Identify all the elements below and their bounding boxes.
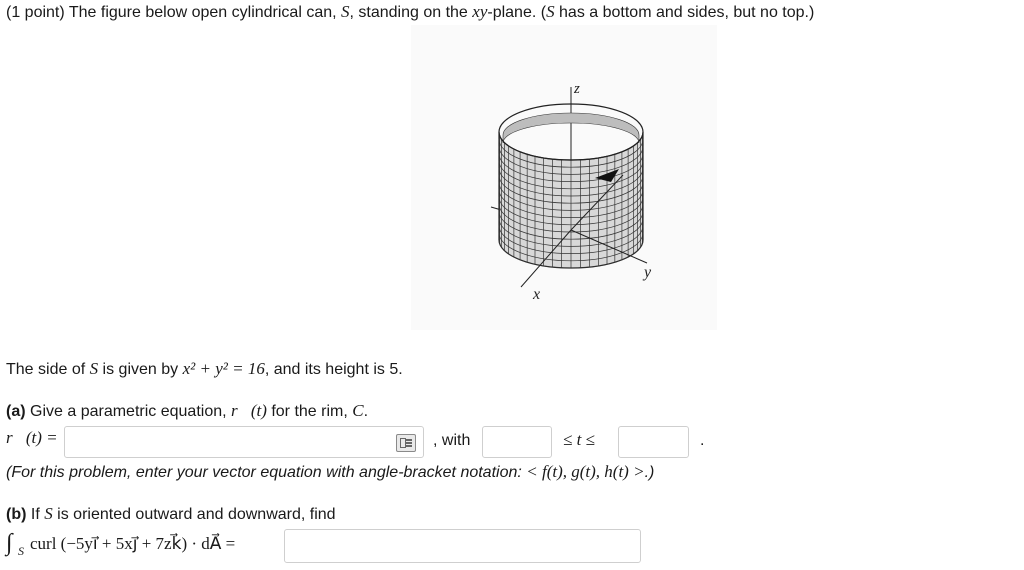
equation-editor-icon[interactable] bbox=[396, 434, 416, 452]
t-max-input[interactable] bbox=[618, 426, 689, 458]
cylinder-figure bbox=[411, 25, 717, 330]
t-min-input[interactable] bbox=[482, 426, 552, 458]
axis-y-label: y bbox=[644, 264, 652, 281]
part-b-answer-row bbox=[0, 528, 1024, 564]
flux-answer-input[interactable] bbox=[284, 529, 641, 563]
cylinder-plot bbox=[411, 25, 717, 330]
with-label: , with bbox=[433, 432, 471, 449]
end-period: . bbox=[700, 432, 705, 449]
curl-expression: curl (−5yi⃗ + 5xj⃗ + 7zk⃗) · dA⃗ = bbox=[30, 534, 236, 553]
integral-subscript: S bbox=[18, 544, 24, 558]
part-a-label: (a) bbox=[6, 403, 26, 420]
part-a-answer-row bbox=[0, 426, 1024, 460]
axis-x-label: x bbox=[533, 286, 541, 303]
r-vector-input[interactable] bbox=[64, 426, 424, 458]
points-label: (1 point) bbox=[6, 4, 65, 21]
part-b-prompt: (b) If S is oriented outward and downward, find bbox=[6, 504, 336, 523]
part-b-label: (b) bbox=[6, 506, 27, 523]
part-a-prompt: (a) Give a parametric equation, r⃗(t) for the rim, C. bbox=[6, 401, 369, 420]
notation-note: (For this problem, enter your vector equation with angle-bracket notation: < f(t), g(t), h(t) >.) bbox=[6, 462, 655, 481]
side-description: The side of S is given by x² + y² = 16, and its height is 5. bbox=[6, 359, 403, 378]
problem-statement: (1 point) The figure below open cylindrical can, S, standing on the xy-plane. (S has a bottom and sides, but no top.) bbox=[6, 2, 815, 21]
integral-sign: ∫ bbox=[6, 530, 13, 556]
side-equation: x² + y² = 16 bbox=[182, 359, 265, 378]
axis-z-label: z bbox=[574, 81, 580, 97]
angle-bracket-notation: < f(t), g(t), h(t) > bbox=[526, 462, 645, 481]
r-equals-label: r⃗(t) = bbox=[6, 428, 58, 447]
t-inequality-label: ≤ t ≤ bbox=[563, 430, 595, 449]
